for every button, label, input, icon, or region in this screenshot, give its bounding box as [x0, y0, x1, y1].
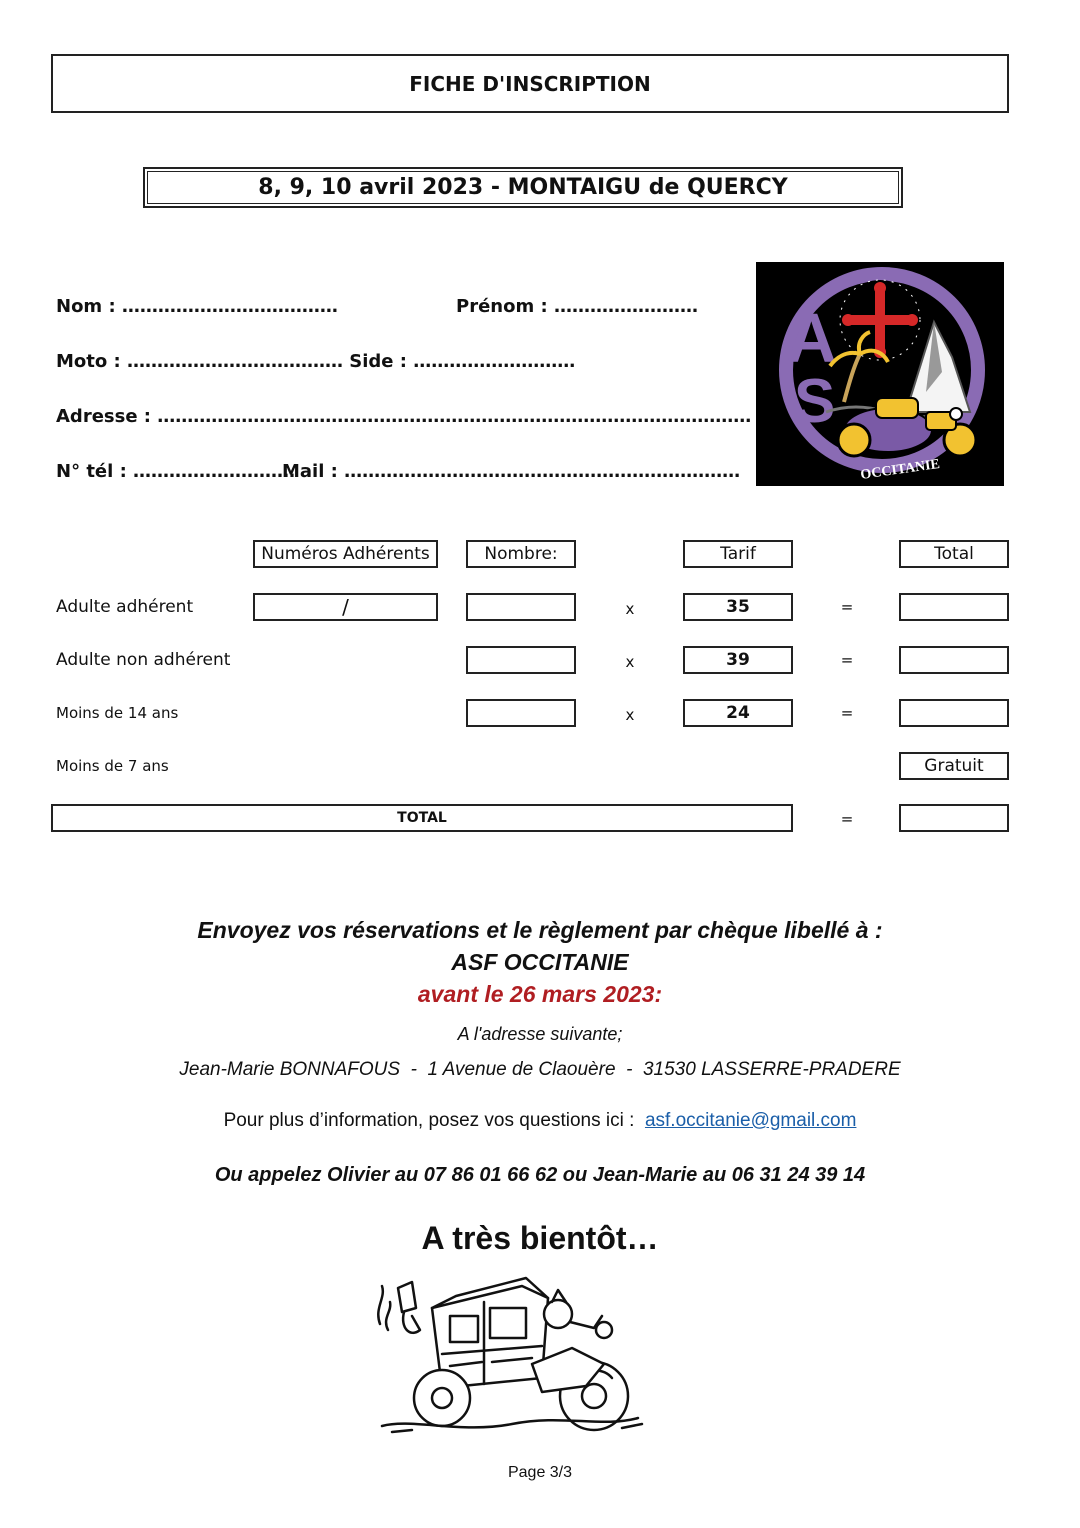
- total-input-adulte-adherent[interactable]: [899, 593, 1009, 621]
- info-line: [0, 1110, 1080, 1132]
- email-link[interactable]: asf.occitanie@gmail.com: [644, 1110, 857, 1131]
- sidecar-cartoon: [372, 1268, 648, 1440]
- row-label-adulte-adherent: Adulte adhérent: [56, 597, 194, 617]
- row-label-adulte-non-adherent: Adulte non adhérent: [56, 650, 231, 670]
- address-intro: A l'adresse suivante;: [457, 1024, 623, 1044]
- header-price-label: Tarif: [720, 544, 756, 564]
- header-total: [899, 540, 1009, 568]
- mail-field[interactable]: Mail : …………………………………………………………: [282, 461, 741, 482]
- count-input-moins-14[interactable]: [466, 699, 576, 727]
- row-label-moins-7: Moins de 7 ans: [56, 757, 169, 775]
- logo-occitanie-text: OCCITANIE: [859, 456, 941, 483]
- closing-text: A très bientôt…: [421, 1220, 659, 1256]
- price-value: 39: [726, 650, 750, 670]
- logo-graphic-icon: [756, 262, 1004, 486]
- header-members-label: Numéros Adhérents: [261, 544, 430, 564]
- send-instructions: Envoyez vos réservations et le règlement par chèque libellé à :: [197, 917, 883, 943]
- grand-total-bar: [51, 804, 793, 832]
- price-adulte-non-adherent: [683, 646, 793, 674]
- svg-text:S: S: [794, 367, 836, 436]
- sidecar-cartoon-icon: [372, 1268, 648, 1440]
- phone-contacts: Ou appelez Olivier au 07 86 01 66 62 ou Jean-Marie au 06 31 24 39 14: [214, 1164, 866, 1186]
- equals-sign: =: [840, 598, 854, 616]
- header-total-label: Total: [934, 544, 974, 564]
- payee-name: ASF OCCITANIE: [451, 949, 629, 975]
- count-input-adulte-adherent[interactable]: [466, 593, 576, 621]
- event-banner-inner: [147, 171, 899, 204]
- gratuit-label: Gratuit: [924, 756, 984, 776]
- member-separator: /: [342, 595, 349, 619]
- price-value: 35: [726, 597, 750, 617]
- info-prefix: Pour plus d’information, posez vos questions ici :: [223, 1110, 635, 1131]
- header-tarif: [683, 540, 793, 568]
- deadline-text: avant le 26 mars 2023:: [417, 981, 663, 1007]
- svg-text:A: A: [786, 299, 837, 377]
- moto-side-field[interactable]: Moto : ……………………………… Side : ………………………: [56, 351, 576, 372]
- postal-address: Jean-Marie BONNAFOUS - 1 Avenue de Claouère - 31530 LASSERRE-PRADERE: [179, 1059, 901, 1080]
- equals-sign: =: [840, 810, 854, 828]
- equals-sign: =: [840, 704, 854, 722]
- form-title: [51, 54, 1009, 113]
- count-input-adulte-non-adherent[interactable]: [466, 646, 576, 674]
- header-numeros-adherents: [253, 540, 438, 568]
- grand-total-input[interactable]: [899, 804, 1009, 832]
- prenom-field[interactable]: Prénom : ……………………: [456, 296, 698, 317]
- multiply-sign: x: [625, 706, 635, 724]
- tel-field[interactable]: N° tél : ………………………: [56, 461, 296, 482]
- total-gratuit: [899, 752, 1009, 780]
- event-banner: [143, 167, 903, 208]
- multiply-sign: x: [625, 653, 635, 671]
- event-text: 8, 9, 10 avril 2023 - MONTAIGU de QUERCY: [258, 175, 788, 200]
- multiply-sign: x: [625, 600, 635, 618]
- asf-occitanie-logo: [756, 262, 1004, 486]
- page-number: Page 3/3: [507, 1464, 573, 1481]
- price-value: 24: [726, 703, 750, 723]
- nom-field[interactable]: Nom : ………………………………: [56, 296, 338, 317]
- row-label-moins-14: Moins de 14 ans: [56, 704, 179, 722]
- member-numbers-input[interactable]: [253, 593, 438, 621]
- form-title-text: FICHE D'INSCRIPTION: [409, 71, 651, 96]
- header-nombre: [466, 540, 576, 568]
- grand-total-label: TOTAL: [397, 810, 447, 826]
- price-moins-14: [683, 699, 793, 727]
- total-input-adulte-non-adherent[interactable]: [899, 646, 1009, 674]
- equals-sign: =: [840, 651, 854, 669]
- price-adulte-adherent: [683, 593, 793, 621]
- header-count-label: Nombre:: [484, 544, 558, 564]
- total-input-moins-14[interactable]: [899, 699, 1009, 727]
- adresse-field[interactable]: Adresse : ………………………………………………………………………………………: [56, 406, 752, 427]
